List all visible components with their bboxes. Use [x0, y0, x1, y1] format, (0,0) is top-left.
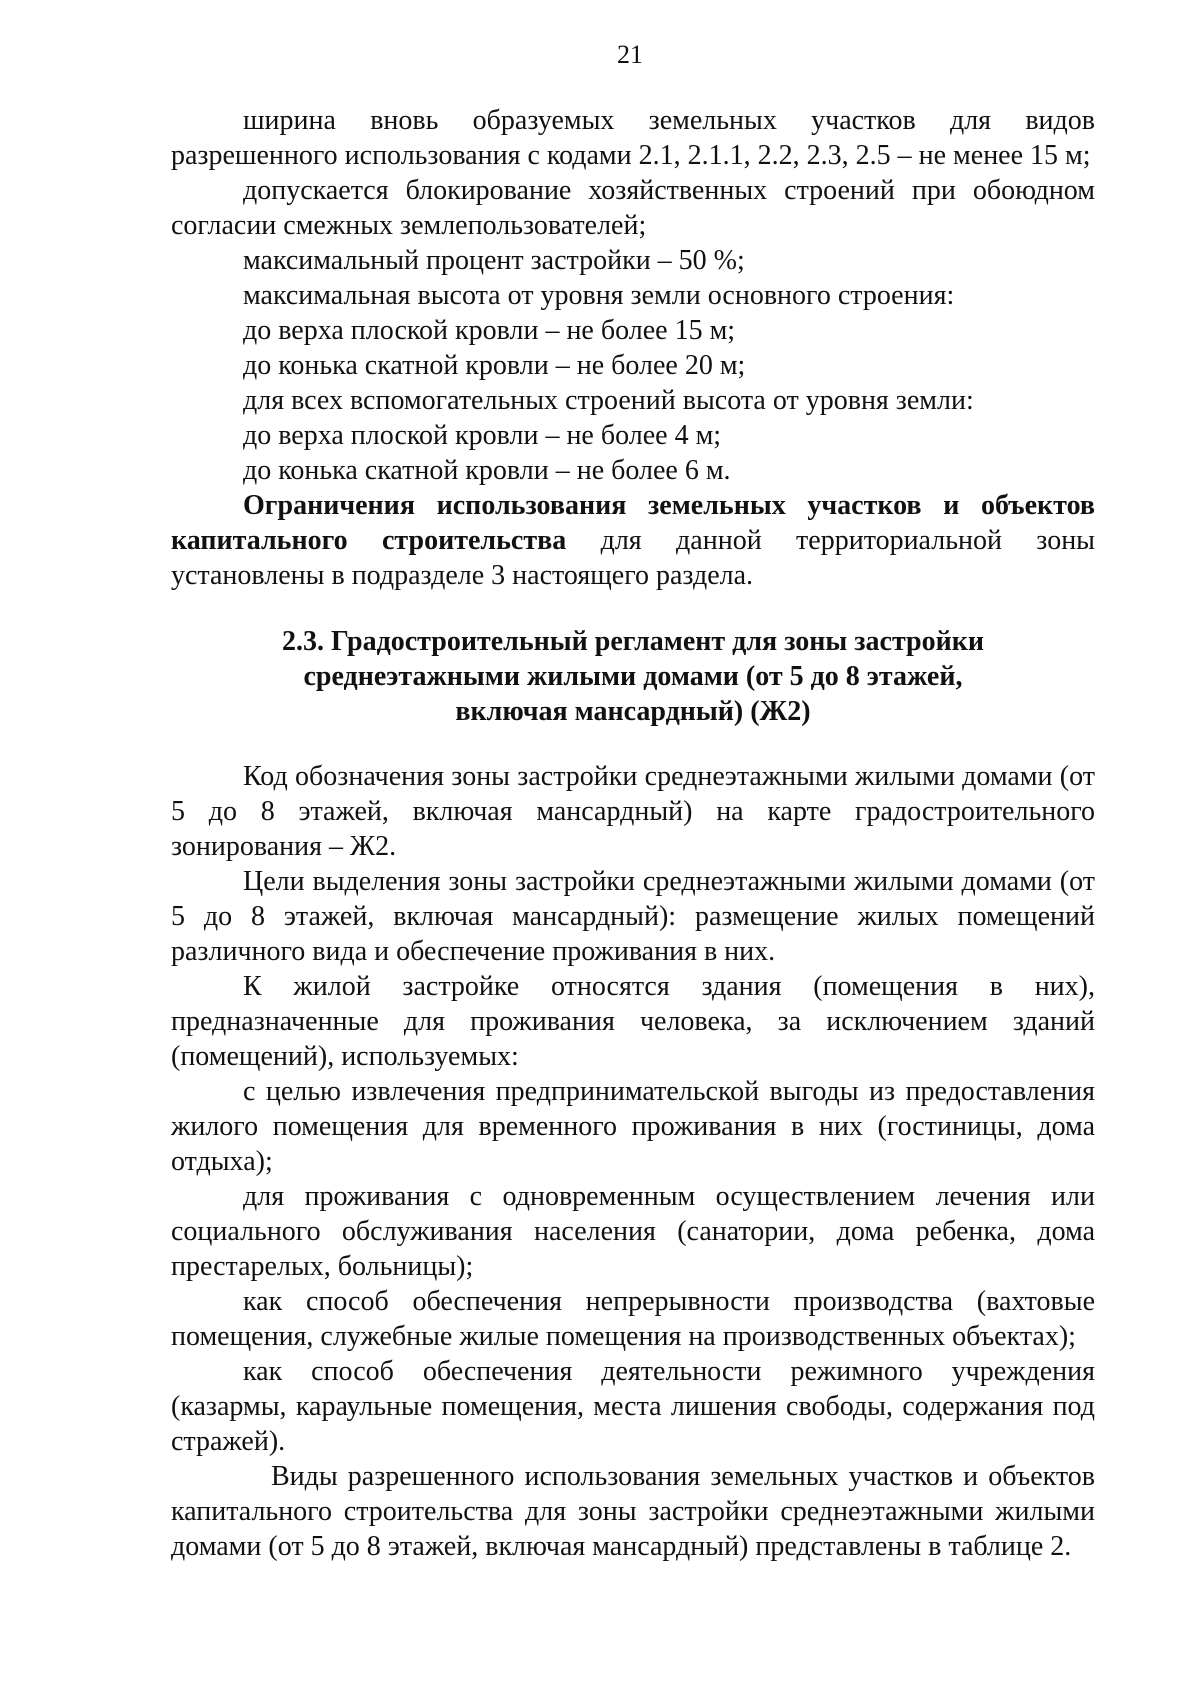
- intro-line-2: допускается блокирование хозяйственных строений при обоюдном согласии смежных землепользователей;: [171, 175, 1095, 241]
- closing-paragraph: Виды разрешенного использования земельных участков и объектов капитального строительства для зоны застройки среднеэтажными жилыми домами (от 5 до 8 этажей, включая мансардный) представлены в таблице 2.: [171, 1461, 1095, 1562]
- page-content: [171, 103, 1095, 1564]
- body-paragraph-2: Цели выделения зоны застройки среднеэтажными жилыми домами (от 5 до 8 этажей, включая мансардный): размещение жилых помещений различного вида и обеспечение проживания в них.: [171, 866, 1095, 967]
- body-paragraph-5: для проживания с одновременным осуществлением лечения или социального обслуживания населения (санатории, дома ребенка, дома престарелых, больницы);: [171, 1181, 1095, 1282]
- restrictions-paragraph: [171, 488, 1095, 593]
- body-paragraph-6: как способ обеспечения непрерывности производства (вахтовые помещения, служебные жилые помещения на производственных объектах);: [171, 1286, 1095, 1352]
- body-paragraph-1: Код обозначения зоны застройки среднеэтажными жилыми домами (от 5 до 8 этажей, включая мансардный) на карте градостроительного зонирования – Ж2.: [171, 761, 1095, 862]
- body-paragraph-4: с целью извлечения предпринимательской выгоды из предоставления жилого помещения для временного проживания в них (гостиницы, дома отдыха);: [171, 1076, 1095, 1177]
- intro-line-7: для всех вспомогательных строений высота от уровня земли:: [243, 385, 974, 416]
- body-paragraph-3: К жилой застройке относятся здания (помещения в них), предназначенные для проживания человека, за исключением зданий (помещений), используемых:: [171, 971, 1095, 1072]
- intro-line-9: до конька скатной кровли – не более 6 м.: [243, 455, 731, 486]
- section-heading: [171, 624, 1095, 729]
- body-paragraph-7: как способ обеспечения деятельности режимного учреждения (казармы, караульные помещения, места лишения свободы, содержания под стражей).: [171, 1356, 1095, 1457]
- section-heading-line-3: включая мансардный) (Ж2): [455, 696, 811, 727]
- restrictions-rest-text: для данной территориальной зоны установлены в подразделе 3 настоящего раздела.: [171, 525, 1095, 591]
- intro-line-1: ширина вновь образуемых земельных участков для видов разрешенного использования с кодами 2.1, 2.1.1, 2.2, 2.3, 2.5 – не менее 15 м;: [171, 105, 1095, 171]
- intro-line-3: максимальный процент застройки – 50 %;: [243, 245, 745, 276]
- intro-line-4: максимальная высота от уровня земли основного строения:: [243, 280, 955, 311]
- intro-line-6: до конька скатной кровли – не более 20 м;: [243, 350, 746, 381]
- restrictions-bold-text: Ограничения использования земельных участков и объектов капитального строительства: [171, 490, 1095, 556]
- intro-line-8: до верха плоской кровли – не более 4 м;: [243, 420, 722, 451]
- section-heading-line-1: 2.3. Градостроительный регламент для зоны застройки: [281, 626, 985, 657]
- intro-line-5: до верха плоской кровли – не более 15 м;: [243, 315, 736, 346]
- page-number: 21: [617, 40, 643, 69]
- section-heading-line-2: среднеэтажными жилыми домами (от 5 до 8 этажей,: [303, 661, 963, 692]
